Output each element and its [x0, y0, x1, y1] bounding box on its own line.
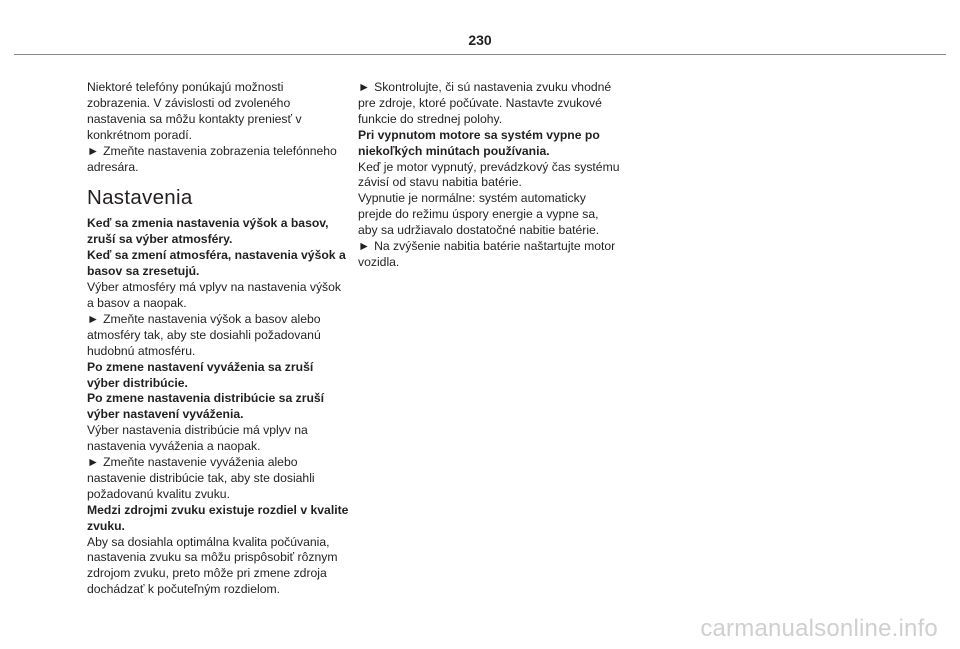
- body-text-4: Keď je motor vypnutý, prevádzkový čas systému závisí od stavu nabitia batérie.: [358, 159, 620, 190]
- step-3: [358, 80, 620, 128]
- body-text-3: Aby sa dosiahla optimálna kvalita počúvania, nastavenia zvuku sa môžu prispôsobiť rôznym zdrojom zvuku, preto môže pri zmene zdroja dochádzať k počuteľným rozdielom.: [87, 534, 338, 597]
- step-4-text: Na zvýšenie nabitia batérie naštartujte motor vozidla.: [358, 239, 616, 269]
- arrow-icon: ►: [358, 239, 371, 254]
- note-bold-4: Po zmene nastavenia distribúcie sa zruší výber nastavení vyváženia.: [87, 391, 325, 422]
- step-1: [87, 312, 349, 360]
- header-divider: [14, 54, 946, 55]
- intro-step-text: Zmeňte nastavenia zobrazenia telefónneho adresára.: [87, 143, 337, 174]
- step-4: [358, 239, 620, 271]
- right-column: [358, 80, 620, 271]
- step-1-text: Zmeňte nastavenia výšok a basov alebo atmosféry tak, aby ste dosiahli požadovanú hudobnú atmosféru.: [87, 311, 321, 358]
- step-3-text: Skontrolujte, či sú nastavenia zvuku vhodné pre zdroje, ktoré počúvate. Nastavte zvukové funkcie do strednej polohy.: [358, 80, 612, 126]
- intro-text: Niektoré telefóny ponúkajú možnosti zobrazenia. V závislosti od zvoleného nastavenia sa môžu kontakty preniesť v konkrétnom poradí.: [87, 80, 302, 142]
- body-text-2: Výber nastavenia distribúcie má vplyv na nastavenia vyváženia a naopak.: [87, 423, 308, 454]
- intro-step: [87, 144, 349, 176]
- arrow-icon: ►: [358, 80, 371, 94]
- note-bold-5: Medzi zdrojmi zvuku existuje rozdiel v kvalite zvuku.: [87, 502, 349, 533]
- section-heading: Nastavenia: [87, 186, 193, 210]
- note-bold-3: Po zmene nastavení vyváženia sa zruší výber distribúcie.: [87, 359, 314, 390]
- note-bold-6: Pri vypnutom motore sa systém vypne po niekoľkých minútach používania.: [358, 127, 600, 158]
- arrow-icon: ►: [87, 143, 100, 158]
- arrow-icon: ►: [87, 455, 100, 470]
- page-number: 230: [468, 32, 492, 48]
- step-2: [87, 455, 349, 503]
- left-column: [87, 80, 349, 598]
- body-text-1: Výber atmosféry má vplyv na nastavenia výšok a basov a naopak.: [87, 280, 342, 310]
- note-bold-1: Keď sa zmenia nastavenia výšok a basov, zruší sa výber atmosféry.: [87, 216, 329, 247]
- arrow-icon: ►: [87, 311, 100, 326]
- step-2-text: Zmeňte nastavenie vyváženia alebo nastavenie distribúcie tak, aby ste dosiahli požadovanú kvalitu zvuku.: [87, 455, 315, 501]
- body-text-5: Vypnutie je normálne: systém automaticky prejde do režimu úspory energie a vypne sa, aby sa udržiavalo dostatočné nabitie batérie.: [358, 191, 600, 238]
- watermark-text: carmanualsonline.info: [700, 615, 938, 642]
- note-bold-2: Keď sa zmení atmosféra, nastavenia výšok a basov sa zresetujú.: [87, 248, 346, 279]
